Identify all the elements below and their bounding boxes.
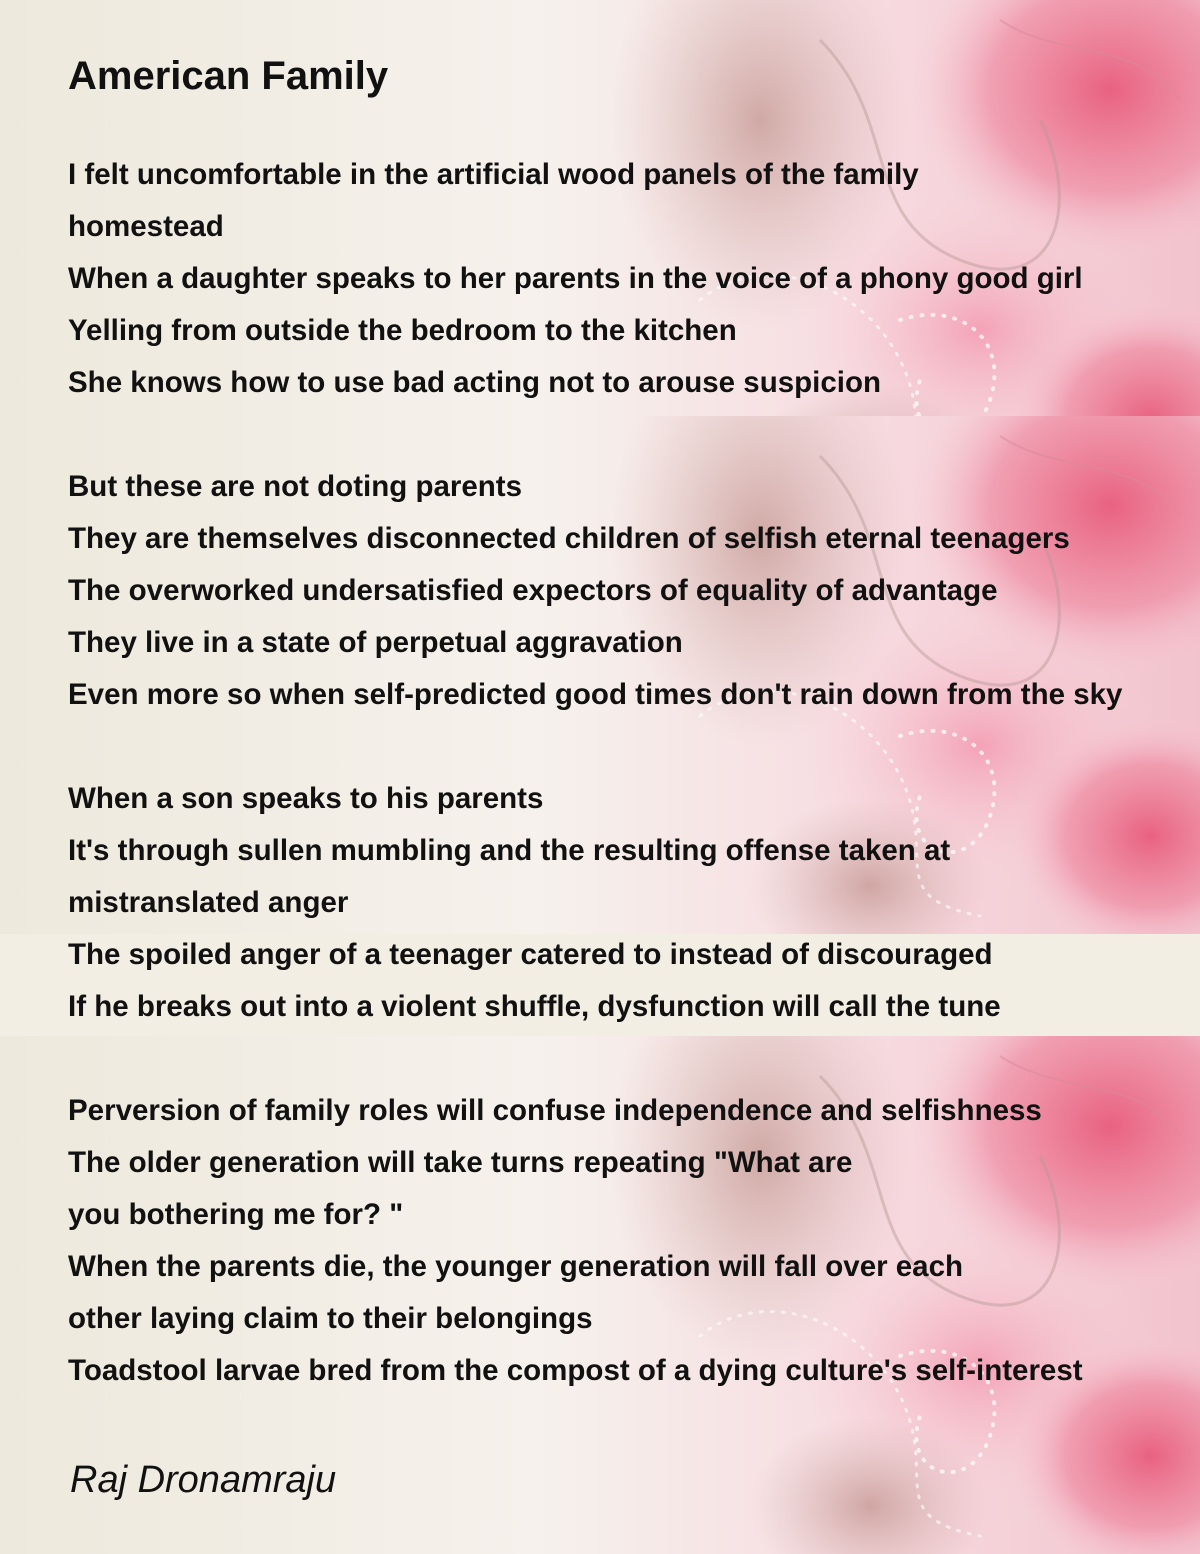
poem-line: I felt uncomfortable in the artificial wood panels of the family [68, 158, 919, 191]
poem-line: When a son speaks to his parents [68, 782, 544, 815]
poem-line: They are themselves disconnected children of selfish eternal teenagers [68, 522, 1070, 555]
poem-line: The overworked undersatisfied expectors of equality of advantage [68, 574, 998, 607]
poem-line: But these are not doting parents [68, 470, 523, 503]
poem-line: When the parents die, the younger generation will fall over each [68, 1250, 964, 1283]
poem-line: Toadstool larvae bred from the compost of a dying culture's self-interest [68, 1354, 1083, 1387]
poem-line: She knows how to use bad acting not to arouse suspicion [68, 366, 881, 399]
poem-line: other laying claim to their belongings [68, 1302, 593, 1335]
poem-line: They live in a state of perpetual aggravation [68, 626, 683, 659]
poem-line: The older generation will take turns repeating "What are [68, 1146, 853, 1179]
poem-line: It's through sullen mumbling and the resulting offense taken at [68, 834, 951, 867]
poem-line: mistranslated anger [68, 886, 349, 919]
poem-line: The spoiled anger of a teenager catered to instead of discouraged [68, 938, 993, 971]
poem-line: Yelling from outside the bedroom to the kitchen [68, 314, 737, 347]
poem-line: Even more so when self-predicted good times don't rain down from the sky [68, 678, 1123, 711]
poem-line: If he breaks out into a violent shuffle, dysfunction will call the tune [68, 990, 1001, 1023]
poem-line: homestead [68, 210, 224, 243]
poem-title: American Family [68, 54, 389, 98]
poem-line: Perversion of family roles will confuse independence and selfishness [68, 1094, 1042, 1127]
poem-line: When a daughter speaks to her parents in the voice of a phony good girl [68, 262, 1083, 295]
poem-author: Raj Dronamraju [70, 1459, 337, 1501]
poem-line: you bothering me for? " [68, 1198, 404, 1231]
